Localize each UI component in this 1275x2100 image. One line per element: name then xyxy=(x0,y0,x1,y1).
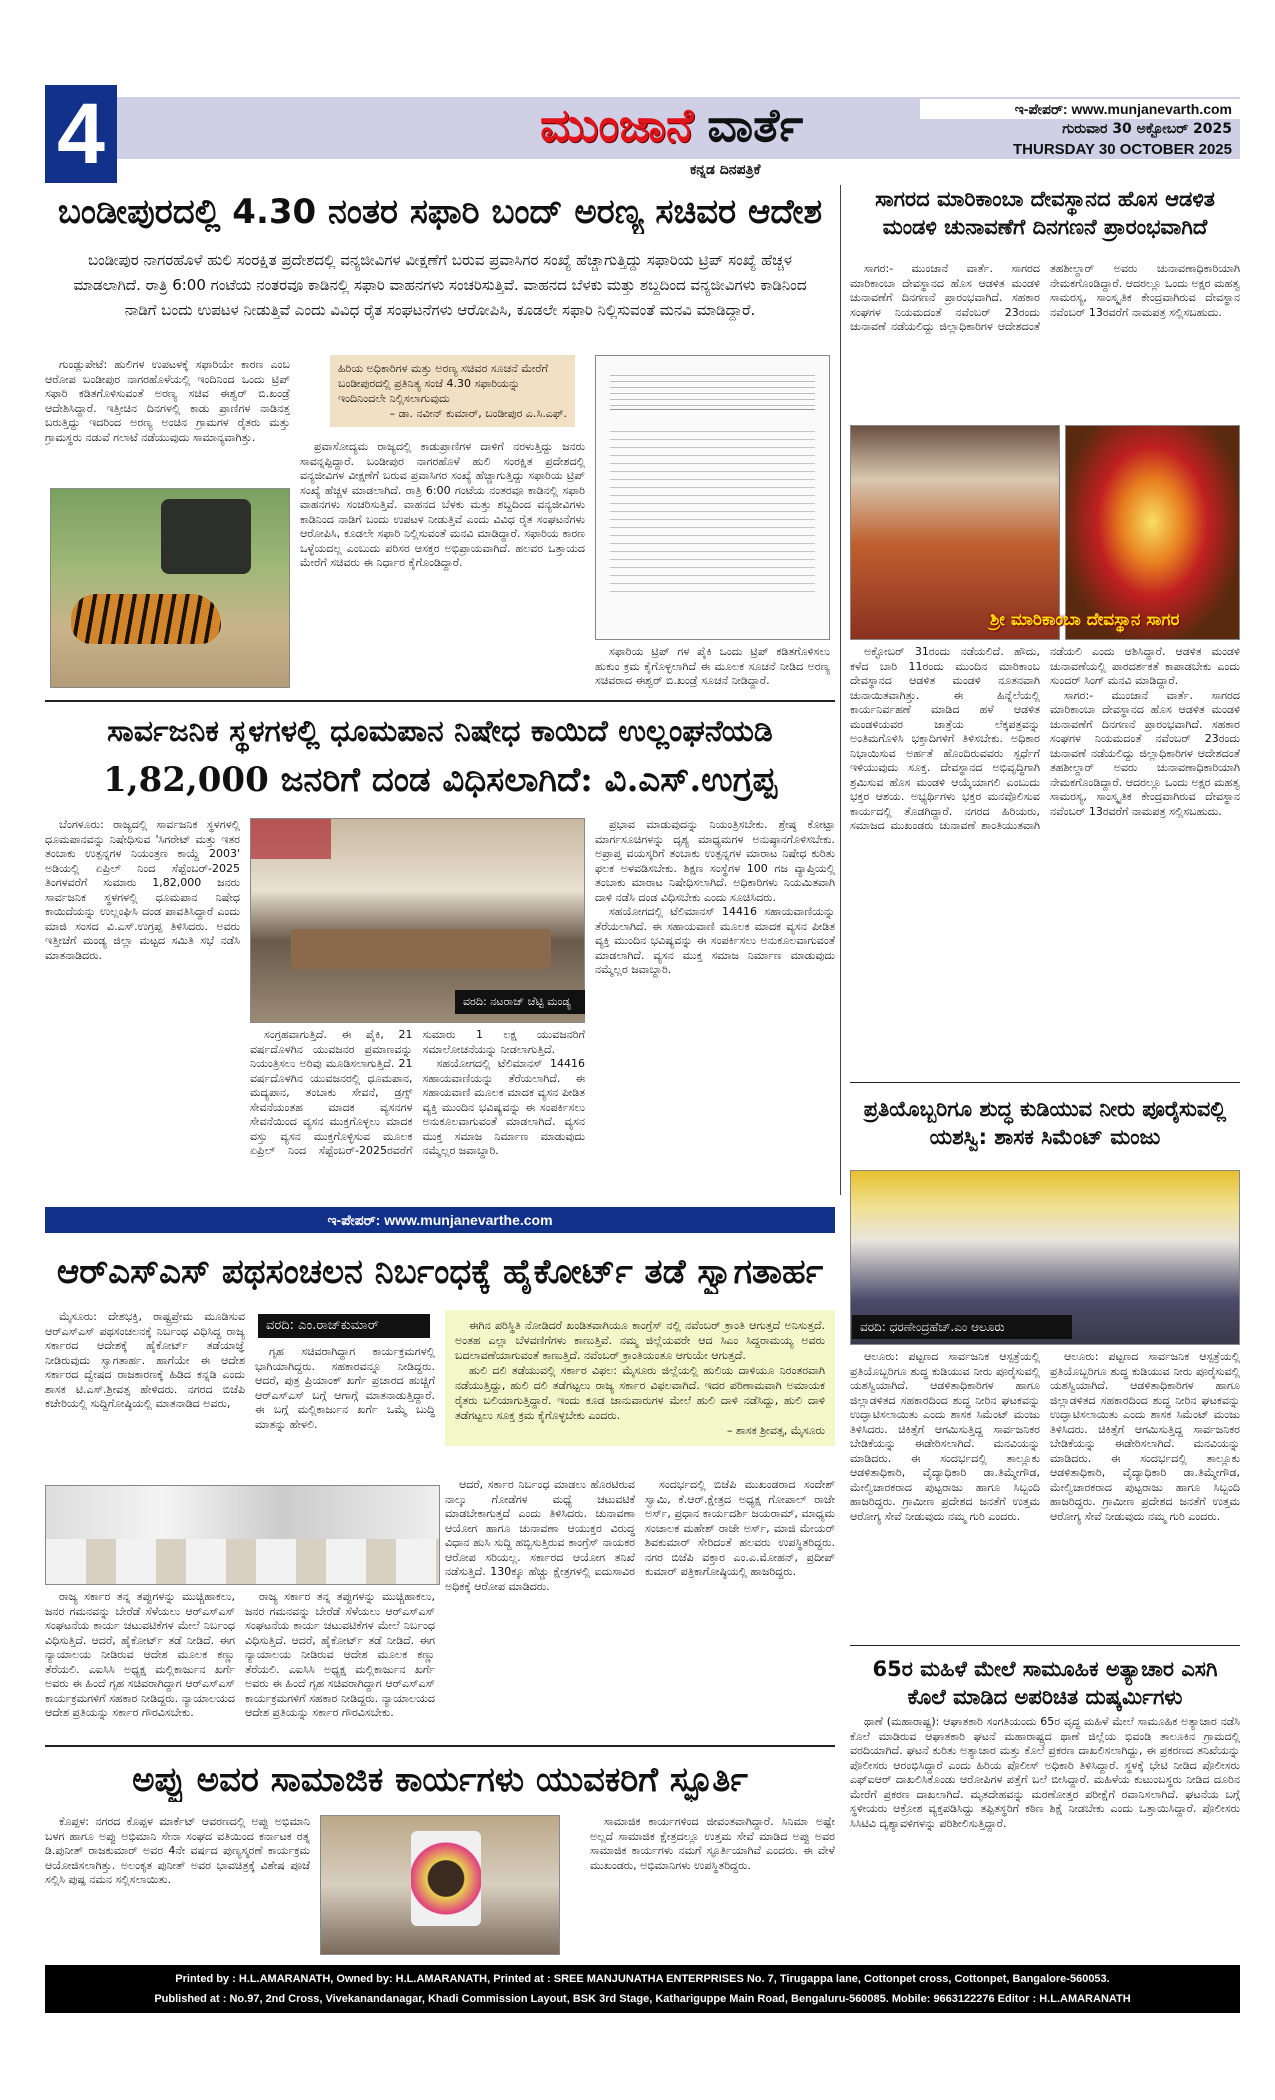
right1-headline: ಸಾಗರದ ಮಾರಿಕಾಂಬಾ ದೇವಸ್ಥಾನದ ಹೊಸ ಆಡಳಿತ ಮಂಡಳಿ ಚುನಾವಣೆಗೆ ದಿನಗಣನೆ ಪ್ರಾರಂಭವಾಗಿದೆ xyxy=(875,187,1215,239)
article2-text-col2 xyxy=(250,1028,585,1193)
column-divider xyxy=(840,185,841,1195)
article1-text-col3 xyxy=(595,645,830,690)
paragraph: ಆದರೆ, ಸರ್ಕಾರ ನಿರ್ಬಂಧ ಮಾಡಲು ಹೊರಟಿರುವ ನಾಲ್ಕು ಗೋಡೆಗಳ ಮಧ್ಯೆ ಚಟುವಟಿಕೆ ಮಾಡಬೇಕಾಗುತ್ತದೆ ಎಂದು ತಿಳಿಸಿದರು. ಚುನಾವಣಾ ಆಯೋಗ ಹಾಗೂ ಚುನಾವಣಾ ಆಯುಕ್ತರ ವಿರುದ್ಧ ವಿಧಾನ ಹುಸಿ ಸುದ್ದಿ ಹಬ್ಬಿಸುತ್ತಿರುವ ಕಾಂಗ್ರೆಸ್ ನಾಯಕರ ಆರೋಪ ಸರಿಯಲ್ಲ. ಸರ್ಕಾರದ ಆಯೋಗ ತನಿಖೆ ನಡೆಸುತ್ತಿದೆ. 130ಕ್ಕೂ ಹೆಚ್ಚು ಕ್ಷೇತ್ರಗಳಲ್ಲಿ ಐದುಸಾವಿರ ಅಧಿಕಕ್ಕೆ ಆರೋಪ ಮಾಡಿದರು. xyxy=(445,1478,635,1593)
article1-deck: ಬಂಡೀಪುರ ನಾಗರಹೊಳೆ ಹುಲಿ ಸಂರಕ್ಷಿತ ಪ್ರದೇಶದಲ್ಲಿ ವನ್ಯಜೀವಿಗಳ ವೀಕ್ಷಣೆಗೆ ಬರುವ ಪ್ರವಾಸಿಗರ ಸಂಖ್ಯೆ ಹೆಚ್ಚಾಗುತ್ತಿದ್ದು ಸಫಾರಿಯ ಟ್ರಿಪ್ ಸಂಖ್ಯೆ ಹೆಚ್ಚಳ ಮಾಡಲಾಗಿದೆ. ರಾತ್ರಿ 6:00 ಗಂಟೆಯ ನಂತರವೂ ಕಾಡಿನಲ್ಲಿ ಸಫಾರಿ ವಾಹನಗಳು ಸಂಚರಿಸುತ್ತಿವೆ. ವಾಹನದ ಬೆಳಕು ಮತ್ತು ಶಬ್ದದಿಂದ ವನ್ಯಜೀವಿಗಳು ಕಾಡಿನಿಂದ ನಾಡಿಗೆ ಬಂದು ಉಪಟಳ ನೀಡುತ್ತಿವೆ ಎಂದು ವಿವಿಧ ರೈತ ಸಂಘಟನೆಗಳು ಆರೋಪಿಸಿ, ಕೂಡಲೇ ಸಫಾರಿ ನಿಲ್ಲಿಸುವಂತೆ ಮನವಿ ಮಾಡಿದ್ದಾರೆ. xyxy=(73,251,807,319)
article3-byline: ವರದಿ: ಎಂ.ರಾಜ್‌ಕುಮಾರ್ xyxy=(258,1314,430,1338)
logo-part2: ವಾರ್ತೆ xyxy=(707,98,804,152)
paragraph: ಸಾಮಾಜಿಕ ಕಾರ್ಯಗಳಿಂದ ಜೀವಂತವಾಗಿದ್ದಾರೆ. ಸಿನಿಮಾ ಅಷ್ಟೇ ಅಲ್ಲದೆ ಸಾಮಾಜಿಕ ಕ್ಷೇತ್ರದಲ್ಲೂ ಉತ್ತಮ ಸೇವೆ ಮಾಡಿದ ಅಪ್ಪು ಅವರ ಸಾಮಾಜಿಕ ಕಾರ್ಯಗಳು ನಮಗೆ ಸ್ಫೂರ್ತಿಯಾಗಿವೆ ಎಂದರು. ಈ ವೇಳೆ ಮುಖಂಡರು, ಅಭಿಮಾನಿಗಳು ಉಪಸ್ಥಿತರಿದ್ದರು. xyxy=(590,1815,835,1872)
paragraph: ಸಂದರ್ಭದಲ್ಲಿ ಬಿಜೆಪಿ ಮುಖಂಡರಾದ ಸಂದೇಶ್ ಸ್ವಾಮಿ, ಕೆ.ಆರ್.ಕ್ಷೇತ್ರದ ಅಧ್ಯಕ್ಷ ಗೋಪಾಲ್ ರಾಜೇ ಅರ್ಸ್, ಪ್ರಧಾನ ಕಾರ್ಯದರ್ಶಿ ಜಯರಾಮ್, ಮಾಧ್ಯಮ ಸಂಚಾಲಕ ಮಹೇಶ್ ರಾಜೇ ಅರ್ಸ್, ಮಾಜಿ ಮೇಯರ್ ಶಿವಕುಮಾರ್ ಸೇರಿದಂತೆ ಹಲವರು ಉಪಸ್ಥಿತರಿದ್ದರು. ನಗರ ಬಿಜೆಪಿ ವಕ್ತಾರ ಎಂ.ಎ.ಮೋಹನ್, ಪ್ರದೀಪ್ ಕುಮಾರ್ ಪತ್ರಿಕಾಗೋಷ್ಠಿಯಲ್ಲಿ ಹಾಜರಿದ್ದರು. xyxy=(645,1478,835,1578)
temple-caption: ಶ್ರೀ ಮಾರಿಕಾಂಬಾ ದೇವಸ್ಥಾನ ಸಾಗರ xyxy=(990,610,1180,630)
article2-text-col1 xyxy=(45,818,240,1193)
epaper-link[interactable]: ಇ-ಪೇಪರ್: www.munjanevarth.com xyxy=(920,99,1240,119)
paragraph: ಥಾಣೆ (ಮಹಾರಾಷ್ಟ್ರ): ಆಘಾತಕಾರಿ ಸಂಗತಿಯಂದು 65ರ ವೃದ್ಧ ಮಹಿಳೆ ಮೇಲೆ ಸಾಮೂಹಿಕ ಅತ್ಯಾಚಾರ ನಡೆಸಿ ಕೊಲೆ ಮಾಡಿರುವ ಆಘಾತಕಾರಿ ಘಟನೆ ಮಹಾರಾಷ್ಟ್ರದ ಥಾಣೆ ಜಿಲ್ಲೆಯ ಭಿವಂಡಿ ತಾಲೂಕಿನ ಗ್ರಾಮದಲ್ಲಿ ವರದಿಯಾಗಿದೆ. ಘಟನೆ ಕುರಿತು ಅತ್ಯಾಚಾರ ಮತ್ತು ಕೊಲೆ ಪ್ರಕರಣ ದಾಖಲಿಸಲಾಗಿದ್ದು, ಈ ಪ್ರಕರಣದ ತನಿಖೆಯನ್ನು ಪೊಲೀಸರು ಆರಂಭಿಸಿದ್ದಾರೆ ಎಂದು ಹಿರಿಯ ಪೊಲೀಸ್ ಅಧಿಕಾರಿ ತಿಳಿಸಿದ್ದಾರೆ. ಸ್ಥಳಕ್ಕೆ ಭೇಟಿ ನೀಡಿದ ಪೊಲೀಸರು ಎಫ್‌ಐಆರ್ ದಾಖಲಿಸಿಕೊಂಡು ಆರೋಪಿಗಳ ಪತ್ತೆಗೆ ಬಲೆ ಬೀಸಿದ್ದಾರೆ. ಮಹಿಳೆಯ ಕುಟುಂಬಸ್ಥರು ನೀಡಿದ ದೂರಿನ ಮೇರೆಗೆ ಪ್ರಕರಣ ದಾಖಲಾಗಿದೆ. ಮೃತದೇಹವನ್ನು ಮರಣೋತ್ತರ ಪರೀಕ್ಷೆಗೆ ರವಾನಿಸಲಾಗಿದೆ. ಘಟನೆಯ ಬಗ್ಗೆ ಸ್ಥಳೀಯರು ಆಕ್ರೋಶ ವ್ಯಕ್ತಪಡಿಸಿದ್ದು ತಪ್ಪಿತಸ್ಥರಿಗೆ ಕಠಿಣ ಶಿಕ್ಷೆ ನೀಡಬೇಕು ಎಂದು ಒತ್ತಾಯಿಸಿದ್ದಾರೆ. ಪೊಲೀಸರು ಸಿಸಿಟಿವಿ ದೃಶ್ಯಾವಳಿಗಳನ್ನು ಪರಿಶೀಲಿಸುತ್ತಿದ್ದಾರೆ. xyxy=(850,1715,1240,1830)
paragraph: ಸಾಗರ:- ಮುಂಜಾನೆ ವಾರ್ತೆ. ಸಾಗರದ ಮಾರಿಕಾಂಬಾ ದೇವಸ್ಥಾನದ ಹೊಸ ಆಡಳಿತ ಮಂಡಳಿ ಚುನಾವಣೆಗೆ ದಿನಗಣನೆ ಪ್ರಾರಂಭವಾಗಿದೆ. ಸಹಕಾರ ಸಂಘಗಳ ನಿಯಮದಂತೆ ನವೆಂಬರ್ 23ರಂದು ಚುನಾವಣೆ ನಡೆಯಲಿದ್ದು ಜಿಲ್ಲಾಧಿಕಾರಿಗಳ ಆದೇಶದಂತೆ ತಹಶೀಲ್ದಾರ್ ಅವರು ಚುನಾವಣಾಧಿಕಾರಿಯಾಗಿ ನೇಮಕಗೊಂಡಿದ್ದಾರೆ. ಆದರಲ್ಲೂ ಒಂದು ಅಕ್ಷರ ಮಹತ್ವ ಸಾಮರಸ್ಯ, ಸಾಂಸ್ಕೃತಿಕ ಕೇಂದ್ರವಾಗಿರುವ ದೇವಸ್ಥಾನ ನವೆಂಬರ್ 13ರವರೆಗೆ ನಾಮಪತ್ರ ಸಲ್ಲಿಸಬಹುದು. xyxy=(850,262,1240,333)
article4-text-col1 xyxy=(45,1815,310,1955)
puneeth-tribute-photo xyxy=(320,1815,560,1955)
newspaper-logo xyxy=(540,98,803,154)
article2-headline-line2: 1,82,000 ಜನರಿಗೆ ದಂಡ ವಿಧಿಸಲಾಗಿದೆ: ವಿ.ಎಸ್.ಉಗ್ರಪ್ಪ xyxy=(103,760,777,800)
paragraph: ಆಲೂರು: ಪಟ್ಟಣದ ಸಾರ್ವಜನಿಕ ಆಸ್ಪತ್ರೆಯಲ್ಲಿ ಪ್ರತಿಯೊಬ್ಬರಿಗೂ ಶುದ್ಧ ಕುಡಿಯುವ ನೀರು ಪೂರೈಸುವಲ್ಲಿ ಯಶಸ್ವಿಯಾಗಿದೆ. ಆಡಳಿತಾಧಿಕಾರಿಗಳ ಹಾಗೂ ಜಿಲ್ಲಾಡಳಿತದ ಸಹಕಾರದಿಂದ ಶುದ್ಧ ನೀರಿನ ಘಟಕವನ್ನು ಉದ್ಘಾಟಿಸಲಾಯಿತು ಎಂದು ಶಾಸಕ ಸಿಮೆಂಟ್ ಮಂಜು ತಿಳಿಸಿದರು. ಚಿಕಿತ್ಸೆಗೆ ಆಗಮಿಸುತ್ತಿದ್ದ ಸಾರ್ವಜನಿಕರ ಬೇಡಿಕೆಯನ್ನು ಈಡೇರಿಸಲಾಗಿದೆ. ಮನವಿಯನ್ನು ಮಾಡಿದರು. ಈ ಸಂದರ್ಭದಲ್ಲಿ ತಾಲ್ಲೂಕು ಆಡಳಿತಾಧಿಕಾರಿ, ವೈದ್ಯಾಧಿಕಾರಿ ಡಾ.ತಿಮ್ಮೇಗೌಡ, ಮೇಲ್ವಿಚಾರಕರಾದ ಪುಟ್ಟರಾಜು ಹಾಗೂ ಸಿಬ್ಬಂದಿ ಹಾಜರಿದ್ದರು. ಗ್ರಾಮೀಣ ಪ್ರದೇಶದ ಜನತೆಗೆ ಉತ್ತಮ ಆರೋಗ್ಯ ಸೇವೆ ನೀಡುವುದು ನಮ್ಮ ಗುರಿ ಎಂದರು. xyxy=(1050,1350,1240,1523)
quote-author: – ಡಾ. ನವೀನ್ ಕುಮಾರ್, ಬಂಡೀಪುರ ಎ.ಸಿ.ಎಫ್. xyxy=(389,407,567,420)
paragraph: ಈಗಿನ ಪರಿಸ್ಥಿತಿ ನೋಡಿದರೆ ಖಂಡಿತವಾಗಿಯೂ ಕಾಂಗ್ರೆಸ್ ನಲ್ಲಿ ನವೆಂಬರ್ ಕ್ರಾಂತಿ ಆಗುತ್ತದೆ ಅನಿಸುತ್ತದೆ. ಅಂತಹ ಎಲ್ಲಾ ಬೆಳವಣಿಗೆಗಳು ಕಾಣುತ್ತಿವೆ. ನಮ್ಮ ಜಿಲ್ಲೆಯವರೇ ಆದ ಸಿಎಂ ಸಿದ್ದರಾಮಯ್ಯ ಅವರು ಬದಲಾವಣೆಯಾಗುವಂತೆ ಕಾಣುತ್ತಿದೆ. ನವೆಂಬರ್ ಕ್ರಾಂತಿಯಂತೂ ಆಗುಯೇ ಆಗುತ್ತದೆ. xyxy=(455,1319,825,1362)
footer-line1: Printed by : H.L.AMARANATH, Owned by: H.L.AMARANATH, Printed at : SREE MANJUNATHA ENTERPRISES No. 7, Tirugappa lane, Cottonpet cross, Cottonpet, Bangalore-560053. xyxy=(175,1973,1110,1985)
article2-text-col3 xyxy=(595,818,835,1193)
article2-byline: ವರದಿ: ನಟರಾಜ್ ಚೆಟ್ಟಿ ಮಂಡ್ಯ xyxy=(455,990,585,1014)
article1-text-col1 xyxy=(45,358,290,483)
paragraph: ಸಫಾರಿಯ ಟ್ರಿಪ್ ಗಳ ಪೈಕಿ ಒಂದು ಟ್ರಿಪ್ ಕಡಿತಗೊಳಿಸಲು ಹುಕುಂ ಕ್ರಮ ಕೈಗೊಳ್ಳಲಾಗಿದೆ ಈ ಮೂಲಕ ಸೂಚನೆ ನೀಡಿದ ಅರಣ್ಯ ಸಚಿವರಾದ ಈಶ್ವರ್ ಬಿ.ಖಂಡ್ರೆ ಸೂಚನೆ ನೀಡಿದ್ದಾರೆ. xyxy=(595,645,830,687)
article1-quote-box xyxy=(330,355,575,427)
paragraph: ಸಂಗ್ರಹವಾಗುತ್ತಿದೆ. ಈ ಪೈಕಿ, 21 ವರ್ಷದೊಳಗಿನ ಯುವಜನರ ಪ್ರಮಾಣವನ್ನು ನಿಯಂತ್ರಿಸಲು ಅರಿವು ಮೂಡಿಸಲಾಗುತ್ತಿದೆ. 21 ವರ್ಷದೊಳಗಿನ ಯುವಜನರಲ್ಲಿ ಧೂಮಪಾನ, ಮದ್ಯಪಾನ, ತಂಬಾಕು ಸೇವನೆ, ಡ್ರಗ್ಸ್ ಸೇವನೆಯಂತಹ ಮಾದಕ ವ್ಯಸನಗಳ ಸೇವನೆಯಿಂದ ವ್ಯಸನ ಮುಕ್ತಗೊಳ್ಳಲು ಮಾದಕ ವಸ್ತು ವ್ಯಸನ ಮುಕ್ತಗೊಳ್ಳಿಸುವ ಮೂಲಕ ಏಪ್ರಿಲ್ ನಿಂದ ಸೆಪ್ಟೆಂಬರ್-2025ರವರೆಗೆ ಸುಮಾರು 1 ಲಕ್ಷ ಯುವಜನರಿಗೆ ಸಮಾಲೋಚನೆಯನ್ನು ನೀಡಲಾಗುತ್ತಿದೆ. xyxy=(250,1028,585,1157)
press-meet-photo xyxy=(45,1485,440,1585)
divider xyxy=(45,700,835,702)
paragraph: ಸಹಯೋಗದಲ್ಲಿ ಟೆಲಿಮಾನಸ್ 14416 ಸಹಾಯವಾಣಿಯನ್ನು ತೆರೆಯಲಾಗಿದೆ. ಈ ಸಹಾಯವಾಣಿ ಮೂಲಕ ಮಾದಕ ವ್ಯಸನ ಪೀಡಿತ ವ್ಯಕ್ತಿ ಮುಂದಿನ ಭವಿಷ್ಯವನ್ನು ಈ ಸಂಪರ್ಕಿಸಲು ಅನುಕೂಲವಾಗುವಂತೆ ಮಾಡಲಾಗಿದೆ. ವ್ಯಸನ ಮುಕ್ತ ಸಮಾಜ ನಿರ್ಮಾಣ ಮಾಡುವುದು ನಮ್ಮೆಲ್ಲರ ಜವಾಬ್ದಾರಿ. xyxy=(422,1057,585,1157)
right2-headline: ಪ್ರತಿಯೊಬ್ಬರಿಗೂ ಶುದ್ಧ ಕುಡಿಯುವ ನೀರು ಪೂರೈಸುವಲ್ಲಿ ಯಶಸ್ವಿ: ಶಾಸಕ ಸಿಮೆಂಟ್ ಮಂಜು xyxy=(863,1097,1227,1149)
imprint-footer xyxy=(45,1965,1240,2013)
official-order-letter-image xyxy=(595,355,830,640)
article1-text-col2 xyxy=(300,440,585,690)
right2-byline: ವರದಿ: ಧರಣೇಂದ್ರಹೆಚ್.ಎಂ ಆಲೂರು xyxy=(852,1315,1072,1339)
paragraph: ರಾಜ್ಯ ಸರ್ಕಾರ ತನ್ನ ತಪ್ಪುಗಳನ್ನು ಮುಚ್ಚಿಹಾಕಲು, ಜನರ ಗಮನವನ್ನು ಬೇರೆಡೆ ಸೆಳೆಯಲು ಆರ್‌ಎಸ್‌ಎಸ್ ಸಂಘಟನೆಯ ಕಾರ್ಯ ಚಟುವಟಿಕೆಗಳ ಮೇಲೆ ನಿರ್ಬಂಧ ವಿಧಿಸುತ್ತಿದೆ. ಆದರೆ, ಹೈಕೋರ್ಟ್ ತಡೆ ನೀಡಿದೆ. ಈಗ ನ್ಯಾಯಾಲಯ ನೀಡಿರುವ ಆದೇಶ ಮೂಲಕ ಕಣ್ಣು ತೆರೆಯಲಿ. ಎಐಸಿಸಿ ಅಧ್ಯಕ್ಷ ಮಲ್ಲಿಕಾರ್ಜುನ ಖರ್ಗೆ ಅವರು ಈ ಹಿಂದೆ ಗೃಹ ಸಚಿವರಾಗಿದ್ದಾಗ ಆರ್‌ಎಸ್‌ಎಸ್ ಕಾರ್ಯಕ್ರಮಗಳಿಗೆ ಸಹಕಾರ ನೀಡಿದ್ದರು. ನ್ಯಾಯಾಲಯದ ಆದೇಶ ಪ್ರತಿಯನ್ನು ಸರ್ಕಾರ ಗೌರವಿಸಬೇಕು. xyxy=(245,1590,435,1719)
article4-text-col2 xyxy=(590,1815,835,1955)
paragraph: ಆಲೂರು: ಪಟ್ಟಣದ ಸಾರ್ವಜನಿಕ ಆಸ್ಪತ್ರೆಯಲ್ಲಿ ಪ್ರತಿಯೊಬ್ಬರಿಗೂ ಶುದ್ಧ ಕುಡಿಯುವ ನೀರು ಪೂರೈಸುವಲ್ಲಿ ಯಶಸ್ವಿಯಾಗಿದೆ. ಆಡಳಿತಾಧಿಕಾರಿಗಳ ಹಾಗೂ ಜಿಲ್ಲಾಡಳಿತದ ಸಹಕಾರದಿಂದ ಶುದ್ಧ ನೀರಿನ ಘಟಕವನ್ನು ಉದ್ಘಾಟಿಸಲಾಯಿತು ಎಂದು ಶಾಸಕ ಸಿಮೆಂಟ್ ಮಂಜು ತಿಳಿಸಿದರು. ಚಿಕಿತ್ಸೆಗೆ ಆಗಮಿಸುತ್ತಿದ್ದ ಸಾರ್ವಜನಿಕರ ಬೇಡಿಕೆಯನ್ನು ಈಡೇರಿಸಲಾಗಿದೆ. ಮನವಿಯನ್ನು ಮಾಡಿದರು. ಈ ಸಂದರ್ಭದಲ್ಲಿ ತಾಲ್ಲೂಕು ಆಡಳಿತಾಧಿಕಾರಿ, ವೈದ್ಯಾಧಿಕಾರಿ ಡಾ.ತಿಮ್ಮೇಗೌಡ, ಮೇಲ್ವಿಚಾರಕರಾದ ಪುಟ್ಟರಾಜು ಹಾಗೂ ಸಿಬ್ಬಂದಿ ಹಾಜರಿದ್ದರು. ಗ್ರಾಮೀಣ ಪ್ರದೇಶದ ಜನತೆಗೆ ಉತ್ತಮ ಆರೋಗ್ಯ ಸೇವೆ ನೀಡುವುದು ನಮ್ಮ ಗುರಿ ಎಂದರು. xyxy=(850,1350,1040,1523)
article3-text-col5 xyxy=(445,1478,835,1730)
paragraph: ಪ್ರವಾಸೋದ್ಯಮ ರಾಜ್ಯದಲ್ಲಿ ಕಾಡುಪ್ರಾಣಿಗಳ ದಾಳಿಗೆ ನರಳುತ್ತಿದ್ದು ಜನರು ಸಾವನ್ನಪ್ಪಿದ್ದಾರೆ. ಬಂಡೀಪುರ ನಾಗರಹೊಳೆ ಹುಲಿ ಸಂರಕ್ಷಿತ ಪ್ರದೇಶದಲ್ಲಿ ವನ್ಯಜೀವಿಗಳ ವೀಕ್ಷಣೆಗೆ ಬರುವ ಪ್ರವಾಸಿಗರ ಸಂಖ್ಯೆ ಹೆಚ್ಚಾಗುತ್ತಿದ್ದು ಸಫಾರಿಯ ಟ್ರಿಪ್ ಸಂಖ್ಯೆ ಹೆಚ್ಚಳ ಮಾಡಲಾಗಿದೆ. ರಾತ್ರಿ 6:00 ಗಂಟೆಯ ನಂತರವೂ ಕಾಡಿನಲ್ಲಿ ಸಫಾರಿ ವಾಹನಗಳು ಸಂಚರಿಸುತ್ತಿವೆ. ವಾಹನದ ಬೆಳಕು ಮತ್ತು ಶಬ್ದದಿಂದ ವನ್ಯಜೀವಿಗಳು ಕಾಡಿನಿಂದ ನಾಡಿಗೆ ಬಂದು ಉಪಟಳ ನೀಡುತ್ತಿವೆ ಎಂದು ವಿವಿಧ ರೈತ ಸಂಘಟನೆಗಳು ಆರೋಪಿಸಿ, ಕೂಡಲೇ ಸಫಾರಿ ನಿಲ್ಲಿಸುವಂತೆ ಮನವಿ ಮಾಡಿದ್ದಾರೆ. ಸಫಾರಿಯ ಕಾರಣ ಒಳ್ಳೆಯದಲ್ಲ ಎಂಬುದು ಪರಿಸರ ಆಸಕ್ತರ ಅಭಿಪ್ರಾಯವಾಗಿದೆ. ಹಲವರ ಒತ್ತಾಯದ ಮೇರೆಗೆ ಸಚಿವರು ಈ ನಿರ್ಧಾರ ಕೈಗೊಂಡಿದ್ದಾರೆ. xyxy=(300,440,585,569)
temple-exterior-photo xyxy=(850,425,1060,640)
tiger-shape xyxy=(71,594,221,644)
tagline: ಕನ್ನಡ ದಿನಪತ್ರಿಕೆ xyxy=(690,162,761,178)
article3-text-col1 xyxy=(45,1310,245,1480)
article2-headline-line1: ಸಾರ್ವಜನಿಕ ಸ್ಥಳಗಳಲ್ಲಿ ಧೂಮಪಾನ ನಿಷೇಧ ಕಾಯಿದೆ ಉಲ್ಲಂಘನೆಯಡಿ xyxy=(107,714,773,749)
quote-author: – ಶಾಸಕ ಶ್ರೀವತ್ಸ, ಮೈಸೂರು xyxy=(726,1424,825,1437)
paragraph: ಸಹಯೋಗದಲ್ಲಿ ಟೆಲಿಮಾನಸ್ 14416 ಸಹಾಯವಾಣಿಯನ್ನು ತೆರೆಯಲಾಗಿದೆ. ಈ ಸಹಾಯವಾಣಿ ಮೂಲಕ ಮಾದಕ ವ್ಯಸನ ಪೀಡಿತ ವ್ಯಕ್ತಿ ಮುಂದಿನ ಭವಿಷ್ಯವನ್ನು ಈ ಸಂಪರ್ಕಿಸಲು ಅನುಕೂಲವಾಗುವಂತೆ ಮಾಡಲಾಗಿದೆ. ವ್ಯಸನ ಮುಕ್ತ ಸಮಾಜ ನಿರ್ಮಾಣ ಮಾಡುವುದು ನಮ್ಮೆಲ್ಲರ ಜವಾಬ್ದಾರಿ. xyxy=(595,905,835,976)
right3-text xyxy=(850,1715,1240,1955)
divider xyxy=(850,1082,1240,1083)
jeep-shape xyxy=(161,499,251,574)
date-english: THURSDAY 30 OCTOBER 2025 xyxy=(1013,141,1232,158)
logo-part1: ಮುಂಜಾನೆ xyxy=(540,98,694,152)
article3-quote-box xyxy=(445,1310,835,1446)
paragraph: ಮೈಸೂರು: ದೇಶಭಕ್ತಿ, ರಾಷ್ಟ್ರಪ್ರೇಮ ಮೂಡಿಸುವ ಆರ್‌ಎಸ್‌ಎಸ್ ಪಥಸಂಚಲನಕ್ಕೆ ನಿರ್ಬಂಧ ವಿಧಿಸಿದ್ದ ರಾಜ್ಯ ಸರ್ಕಾರದ ಆದೇಶಕ್ಕೆ ಹೈಕೋರ್ಟ್ ತಡೆಯಾಜ್ಞೆ ನೀಡಿರುವುದು ಸ್ವಾಗತಾರ್ಹ. ಹಾಗೆಯೇ ಈ ಆದೇಶ ಸರ್ಕಾರದ ದ್ವೇಷದ ರಾಜಕಾರಣಕ್ಕೆ ಹಿಡಿದ ಕನ್ನಡಿ ಎಂದು ಶಾಸಕ ಟಿ.ಎಸ್.ಶ್ರೀವತ್ಸ ಹೇಳಿದರು. ನಗರದ ಬಿಜೆಪಿ ಕಚೇರಿಯಲ್ಲಿ ಸುದ್ದಿಗೋಷ್ಠಿಯಲ್ಲಿ ಮಾತನಾಡಿದ ಅವರು, xyxy=(45,1310,245,1410)
epaper-banner[interactable]: ಇ-ಪೇಪರ್: www.munjanevarthe.com xyxy=(45,1207,835,1233)
article3-headline: ಆರ್‌ಎಸ್‌ಎಸ್ ಪಥಸಂಚಲನ ನಿರ್ಬಂಧಕ್ಕೆ ಹೈಕೋರ್ಟ್ ತಡೆ ಸ್ವಾಗತಾರ್ಹ xyxy=(56,1252,824,1292)
right3-headline: 65ರ ಮಹಿಳೆ ಮೇಲೆ ಸಾಮೂಹಿಕ ಅತ್ಯಾಚಾರ ಎಸಗಿ ಕೊಲೆ ಮಾಡಿದ ಅಪರಿಚಿತ ದುಷ್ಕರ್ಮಿಗಳು xyxy=(872,1657,1218,1709)
paragraph: ಪ್ರಭಾವ ಮಾಡುವುದನ್ನು ನಿಯಂತ್ರಿಸಬೇಕು. ಶ್ರೇಷ್ಠ ಕೋಟ್ಪಾ ಮಾರ್ಗಸೂಚಿಗಳನ್ನು ದೃಶ್ಯ ಮಾಧ್ಯಮಗಳ ಅನುಷ್ಠಾನಗೊಳಿಸಬೇಕು. ಅಪ್ರಾಪ್ತ ವಯಸ್ಕರಿಗೆ ತಂಬಾಕು ಉತ್ಪನ್ನಗಳ ಮಾರಾಟ ನಿಷೇಧ ಕುರಿತು ಫಲಕ ಅಳವಡಿಸಬೇಕು. ಶಿಕ್ಷಣ ಸಂಸ್ಥೆಗಳ 100 ಗಜ ವ್ಯಾಪ್ತಿಯಲ್ಲಿ ತಂಬಾಕು ಮಾರಾಟ ನಿಷೇಧಿಸಲಾಗಿದೆ. ಅಧಿಕಾರಿಗಳು ನಿಯಮಿತವಾಗಿ ದಾಳಿ ನಡೆಸಿ ದಂಡ ವಿಧಿಸಬೇಕು ಎಂದು ಸೂಚಿಸಿದರು. xyxy=(595,818,835,904)
divider xyxy=(850,1645,1240,1646)
article3-text-col2 xyxy=(255,1345,435,1480)
paragraph: ಕೊಪ್ಪಳ: ನಗರದ ಕೊಪ್ಪಳ ಮಾರ್ಕೆಟ್ ಆವರಣದಲ್ಲಿ ಅಪ್ಪು ಅಭಿಮಾನಿ ಬಳಗ ಹಾಗೂ ಅಪ್ಪು ಅಭಿಮಾನಿ ಸೇನಾ ಸಂಘದ ವತಿಯಿಂದ ಕರ್ನಾಟಕ ರತ್ನ ಡಿ.ಪುನೀತ್ ರಾಜಕುಮಾರ್ ಅವರ 4ನೇ ವರ್ಷದ ಪುಣ್ಯಸ್ಮರಣೆ ಕಾರ್ಯಕ್ರಮ ಆಯೋಜಿಸಲಾಗಿತ್ತು. ಅಲಂಕೃತ ಪುನೀತ್ ಅವರ ಭಾವಚಿತ್ರಕ್ಕೆ ವಿಶೇಷ ಪೂಜೆ ಸಲ್ಲಿಸಿ ಪುಷ್ಪ ನಮನ ಸಲ್ಲಿಸಲಾಯಿತು. xyxy=(45,1815,310,1886)
goddess-idol-photo xyxy=(1065,425,1240,640)
paragraph: ಗುಂಡ್ಲುಪೇಟೆ: ಹುಲಿಗಳ ಉಪಟಳಕ್ಕೆ ಸಫಾರಿಯೇ ಕಾರಣ ಎಂಬ ಆರೋಪ ಬಂಡೀಪುರ ನಾಗರಹೊಳೆಯಲ್ಲಿ ಇಂದಿನಿಂದ ಒಂದು ಟ್ರಿಪ್ ಸಫಾರಿ ಕಡಿತಗೊಳಿಸುವಂತೆ ಅರಣ್ಯ ಸಚಿವ ಈಶ್ವರ್ ಬಿ.ಖಂಡ್ರೆ ಆದೇಶಿಸಿದ್ದಾರೆ. ಇತ್ತೀಚಿನ ದಿನಗಳಲ್ಲಿ ಕಾಡು ಪ್ರಾಣಿಗಳ ನಾಡಿನತ್ತ ಬರುತ್ತಿದ್ದು ಇದರಿಂದ ಅರಣ್ಯ ಅಂಚಿನ ಗ್ರಾಮಗಳ ರೈತರು ಮತ್ತು ಗ್ರಾಮಸ್ಥರು ನಡುವೆ ಗಲಾಟೆ ನಡೆಯುವುದು ಸಾಮಾನ್ಯವಾಗಿತ್ತು. xyxy=(45,358,290,444)
article4-headline: ಅಪ್ಪು ಅವರ ಸಾಮಾಜಿಕ ಕಾರ್ಯಗಳು ಯುವಕರಿಗೆ ಸ್ಫೂರ್ತಿ xyxy=(132,1760,748,1800)
right1-text-bottom xyxy=(850,645,1240,1070)
paragraph: ಹುಲಿ ದಲಿ ತಡೆಯುವಲ್ಲಿ ಸರ್ಕಾರ ವಿಫಲ: ಮೈಸೂರು ಜಿಲ್ಲೆಯಲ್ಲಿ ಹುಲಿಯ ದಾಳಿಯೂ ನಿರಂತರವಾಗಿ ನಡೆಯುತ್ತಿದ್ದು, ಹುಲಿ ದಲಿ ತಡೆಗಟ್ಟಲು ರಾಜ್ಯ ಸರ್ಕಾರ ವಿಫಲವಾಗಿದೆ. ಇದರ ಪರಿಣಾಮವಾಗಿ ಅಮಾಯಕ ರೈತರು ಬಲಿಯಾಗುತ್ತಿದ್ದಾರೆ. ಇಂದು ಕೂಡ ಜಾನುವಾರುಗಳ ಮೇಲೆ ಹುಲಿ ದಾಳಿ ನಡೆಸಿದ್ದು, ಹುಲಿ ದಾಳಿ ತಡೆಗಟ್ಟಲು ಸೂಕ್ತ ಕ್ರಮ ಕೈಗೊಳ್ಳಬೇಕು ಎಂದರು. xyxy=(455,1364,825,1422)
tiger-safari-photo xyxy=(50,488,290,688)
divider xyxy=(45,1745,835,1747)
right2-text xyxy=(850,1350,1240,1640)
article3-text-col3 xyxy=(45,1590,235,1730)
article3-text-col4 xyxy=(245,1590,435,1730)
quote-text: ಹಿರಿಯ ಅಧಿಕಾರಿಗಳ ಮತ್ತು ಅರಣ್ಯ ಸಚಿವರ ಸೂಚನೆ ಮೇರೆಗೆ ಬಂಡೀಪುರದಲ್ಲಿ ಪ್ರತಿನಿತ್ಯ ಸಂಜೆ 4.30 ಸಫಾರಿಯನ್ನು ಇಂದಿನಿಂದಲೇ ನಿಲ್ಲಿಸಲಾಗುವುದು xyxy=(338,362,548,405)
paragraph: ರಾಜ್ಯ ಸರ್ಕಾರ ತನ್ನ ತಪ್ಪುಗಳನ್ನು ಮುಚ್ಚಿಹಾಕಲು, ಜನರ ಗಮನವನ್ನು ಬೇರೆಡೆ ಸೆಳೆಯಲು ಆರ್‌ಎಸ್‌ಎಸ್ ಸಂಘಟನೆಯ ಕಾರ್ಯ ಚಟುವಟಿಕೆಗಳ ಮೇಲೆ ನಿರ್ಬಂಧ ವಿಧಿಸುತ್ತಿದೆ. ಆದರೆ, ಹೈಕೋರ್ಟ್ ತಡೆ ನೀಡಿದೆ. ಈಗ ನ್ಯಾಯಾಲಯ ನೀಡಿರುವ ಆದೇಶ ಮೂಲಕ ಕಣ್ಣು ತೆರೆಯಲಿ. ಎಐಸಿಸಿ ಅಧ್ಯಕ್ಷ ಮಲ್ಲಿಕಾರ್ಜುನ ಖರ್ಗೆ ಅವರು ಈ ಹಿಂದೆ ಗೃಹ ಸಚಿವರಾಗಿದ್ದಾಗ ಆರ್‌ಎಸ್‌ಎಸ್ ಕಾರ್ಯಕ್ರಮಗಳಿಗೆ ಸಹಕಾರ ನೀಡಿದ್ದರು. ನ್ಯಾಯಾಲಯದ ಆದೇಶ ಪ್ರತಿಯನ್ನು ಸರ್ಕಾರ ಗೌರವಿಸಬೇಕು. xyxy=(45,1590,235,1719)
paragraph: ಬೆಂಗಳೂರು: ರಾಜ್ಯದಲ್ಲಿ ಸಾರ್ವಜನಿಕ ಸ್ಥಳಗಳಲ್ಲಿ ಧೂಮಪಾನವನ್ನು ನಿಷೇಧಿಸುವ 'ಸಿಗರೇಟ್ ಮತ್ತು ಇತರ ತಂಬಾಕು ಉತ್ಪನ್ನಗಳ ನಿಯಂತ್ರಣ ಕಾಯ್ದೆ 2003' ಅಡಿಯಲ್ಲಿ ಏಪ್ರಿಲ್ ನಿಂದ ಸೆಪ್ಟೆಂಬರ್-2025 ತಿಂಗಳವರೆಗೆ ಸುಮಾರು 1,82,000 ಜನರು ಸಾರ್ವಜನಿಕ ಸ್ಥಳಗಳಲ್ಲಿ ಧೂಮಪಾನ ನಿಷೇಧ ಕಾಯಿದೆಯನ್ನು ಉಲ್ಲಂಘಿಸಿ ದಂಡ ಪಾವತಿಸಿದ್ದಾರೆ ಎಂದು ಮಾಜಿ ಸಂಸದ ವಿ.ಎಸ್.ಉಗ್ರಪ್ಪ ತಿಳಿಸಿದರು. ಅವರು ಇತ್ತೀಚೆಗೆ ಮಂಡ್ಯ ಜಿಲ್ಲಾ ಮಟ್ಟದ ಸಮಿತಿ ಸಭೆ ನಡೆಸಿ ಮಾತನಾಡಿದರು. xyxy=(45,818,240,962)
paragraph: ಸಾಗರ:- ಮುಂಜಾನೆ ವಾರ್ತೆ. ಸಾಗರದ ಮಾರಿಕಾಂಬಾ ದೇವಸ್ಥಾನದ ಹೊಸ ಆಡಳಿತ ಮಂಡಳಿ ಚುನಾವಣೆಗೆ ದಿನಗಣನೆ ಪ್ರಾರಂಭವಾಗಿದೆ. ಸಹಕಾರ ಸಂಘಗಳ ನಿಯಮದಂತೆ ನವೆಂಬರ್ 23ರಂದು ಚುನಾವಣೆ ನಡೆಯಲಿದ್ದು ಜಿಲ್ಲಾಧಿಕಾರಿಗಳ ಆದೇಶದಂತೆ ತಹಶೀಲ್ದಾರ್ ಅವರು ಚುನಾವಣಾಧಿಕಾರಿಯಾಗಿ ನೇಮಕಗೊಂಡಿದ್ದಾರೆ. ಆದರಲ್ಲೂ ಒಂದು ಅಕ್ಷರ ಮಹತ್ವ ಸಾಮರಸ್ಯ, ಸಾಂಸ್ಕೃತಿಕ ಕೇಂದ್ರವಾಗಿರುವ ದೇವಸ್ಥಾನ ನವೆಂಬರ್ 13ರವರೆಗೆ ನಾಮಪತ್ರ ಸಲ್ಲಿಸಬಹುದು. xyxy=(1050,688,1240,818)
footer-line2: Published at : No.97, 2nd Cross, Vivekanandanagar, Khadi Commission Layout, BSK 3rd Stage, Kathariguppe Main Road, Bengaluru-560085. Mobile: 9663122276 Editor : H.L.AMARANATH xyxy=(154,1993,1131,2005)
article1-headline: ಬಂಡೀಪುರದಲ್ಲಿ 4.30 ನಂತರ ಸಫಾರಿ ಬಂದ್ ಅರಣ್ಯ ಸಚಿವರ ಆದೇಶ xyxy=(57,192,823,232)
page-number: 4 xyxy=(45,85,117,183)
paragraph: ಗೃಹ ಸಚಿವರಾಗಿದ್ದಾಗ ಕಾರ್ಯಕ್ರಮಗಳಲ್ಲಿ ಭಾಗಿಯಾಗಿದ್ದರು. ಸಹಕಾರವನ್ನೂ ನೀಡಿದ್ದರು. ಆದರೆ, ಪುತ್ರ ಪ್ರಿಯಾಂಕ್ ಖರ್ಗೆ ಪ್ರಚಾರದ ಹುಚ್ಚಿಗೆ ಆರ್‌ಎಸ್‌ಎಸ್ ಬಗ್ಗೆ ಆಗಾಗ್ಗೆ ಮಾತನಾಡುತ್ತಿದ್ದಾರೆ. ಈ ಬಗ್ಗೆ ಮಲ್ಲಿಕಾರ್ಜುನ ಖರ್ಗೆ ಒಮ್ಮೆ ಬುದ್ಧಿ ಮಾತನ್ನು ಹೇಳಲಿ. xyxy=(255,1345,435,1431)
paragraph: ಅಕ್ಟೋಬರ್ 31ರಂದು ನಡೆಯಲಿದೆ. ಹೌದು, ಕಳೆದ ಬಾರಿ 11ರಂದು ಮುಂದಿನ ಮಾರಿಕಾಂಬ ದೇವಸ್ಥಾನದ ಆಡಳಿತ ಮಂಡಳಿ ನೂತನವಾಗಿ ಚುನಾಯಿತವಾಗಿತ್ತು. ಈ ಹಿನ್ನೆಲೆಯಲ್ಲಿ ಕಾರ್ಯನಿರ್ವಹಣೆ ಮಾಡಿದ ಹಳೆ ಆಡಳಿತ ಮಂಡಳಿಯವರ ಜಾತ್ರೆಯ ಲೆಕ್ಕಪತ್ರವನ್ನು ಅಂತಿಮಗೊಳಿಸಿ ಭಕ್ತಾದಿಗಳಿಗೆ ತಿಳಿಸಬೇಕು. ಅಧಿಕಾರ ನಿಭಾಯಿಸುವ ಅರ್ಹತೆ ಹೊಂದಿರುವವರು ಸ್ಪರ್ಧೆಗೆ ಇಳಿಯುವುದು ಸೂಕ್ತ. ದೇವಸ್ಥಾನದ ಅಭಿವೃದ್ಧಿಗಾಗಿ ಶ್ರಮಿಸುವ ಹೊಸ ಮಂಡಳಿ ಆಯ್ಕೆಯಾಗಲಿ ಎಂಬುದು ಭಕ್ತರ ಆಶಯ. ಅಭ್ಯರ್ಥಿಗಳು ಭಕ್ತರ ಮನವೊಲಿಸುವ ಕಾರ್ಯದಲ್ಲಿ ತೊಡಗಿದ್ದಾರೆ. ನಗರದ ಹಿರಿಯರು, ಸಮಾಜದ ಮುಖಂಡರು ಚುನಾವಣೆ ಶಾಂತಿಯುತವಾಗಿ ನಡೆಯಲಿ ಎಂದು ಆಶಿಸಿದ್ದಾರೆ. ಆಡಳಿತ ಮಂಡಳಿ ಚುನಾವಣೆಯಲ್ಲಿ ಪಾರದರ್ಶಕತೆ ಕಾಪಾಡಬೇಕು ಎಂದು ಸುಂದರ್ ಸಿಂಗ್ ಮನವಿ ಮಾಡಿದ್ದಾರೆ. xyxy=(850,645,1240,832)
right1-text-top xyxy=(850,262,1240,422)
date-kannada: ಗುರುವಾರ 30 ಅಕ್ಟೋಬರ್ 2025 xyxy=(1062,121,1232,137)
